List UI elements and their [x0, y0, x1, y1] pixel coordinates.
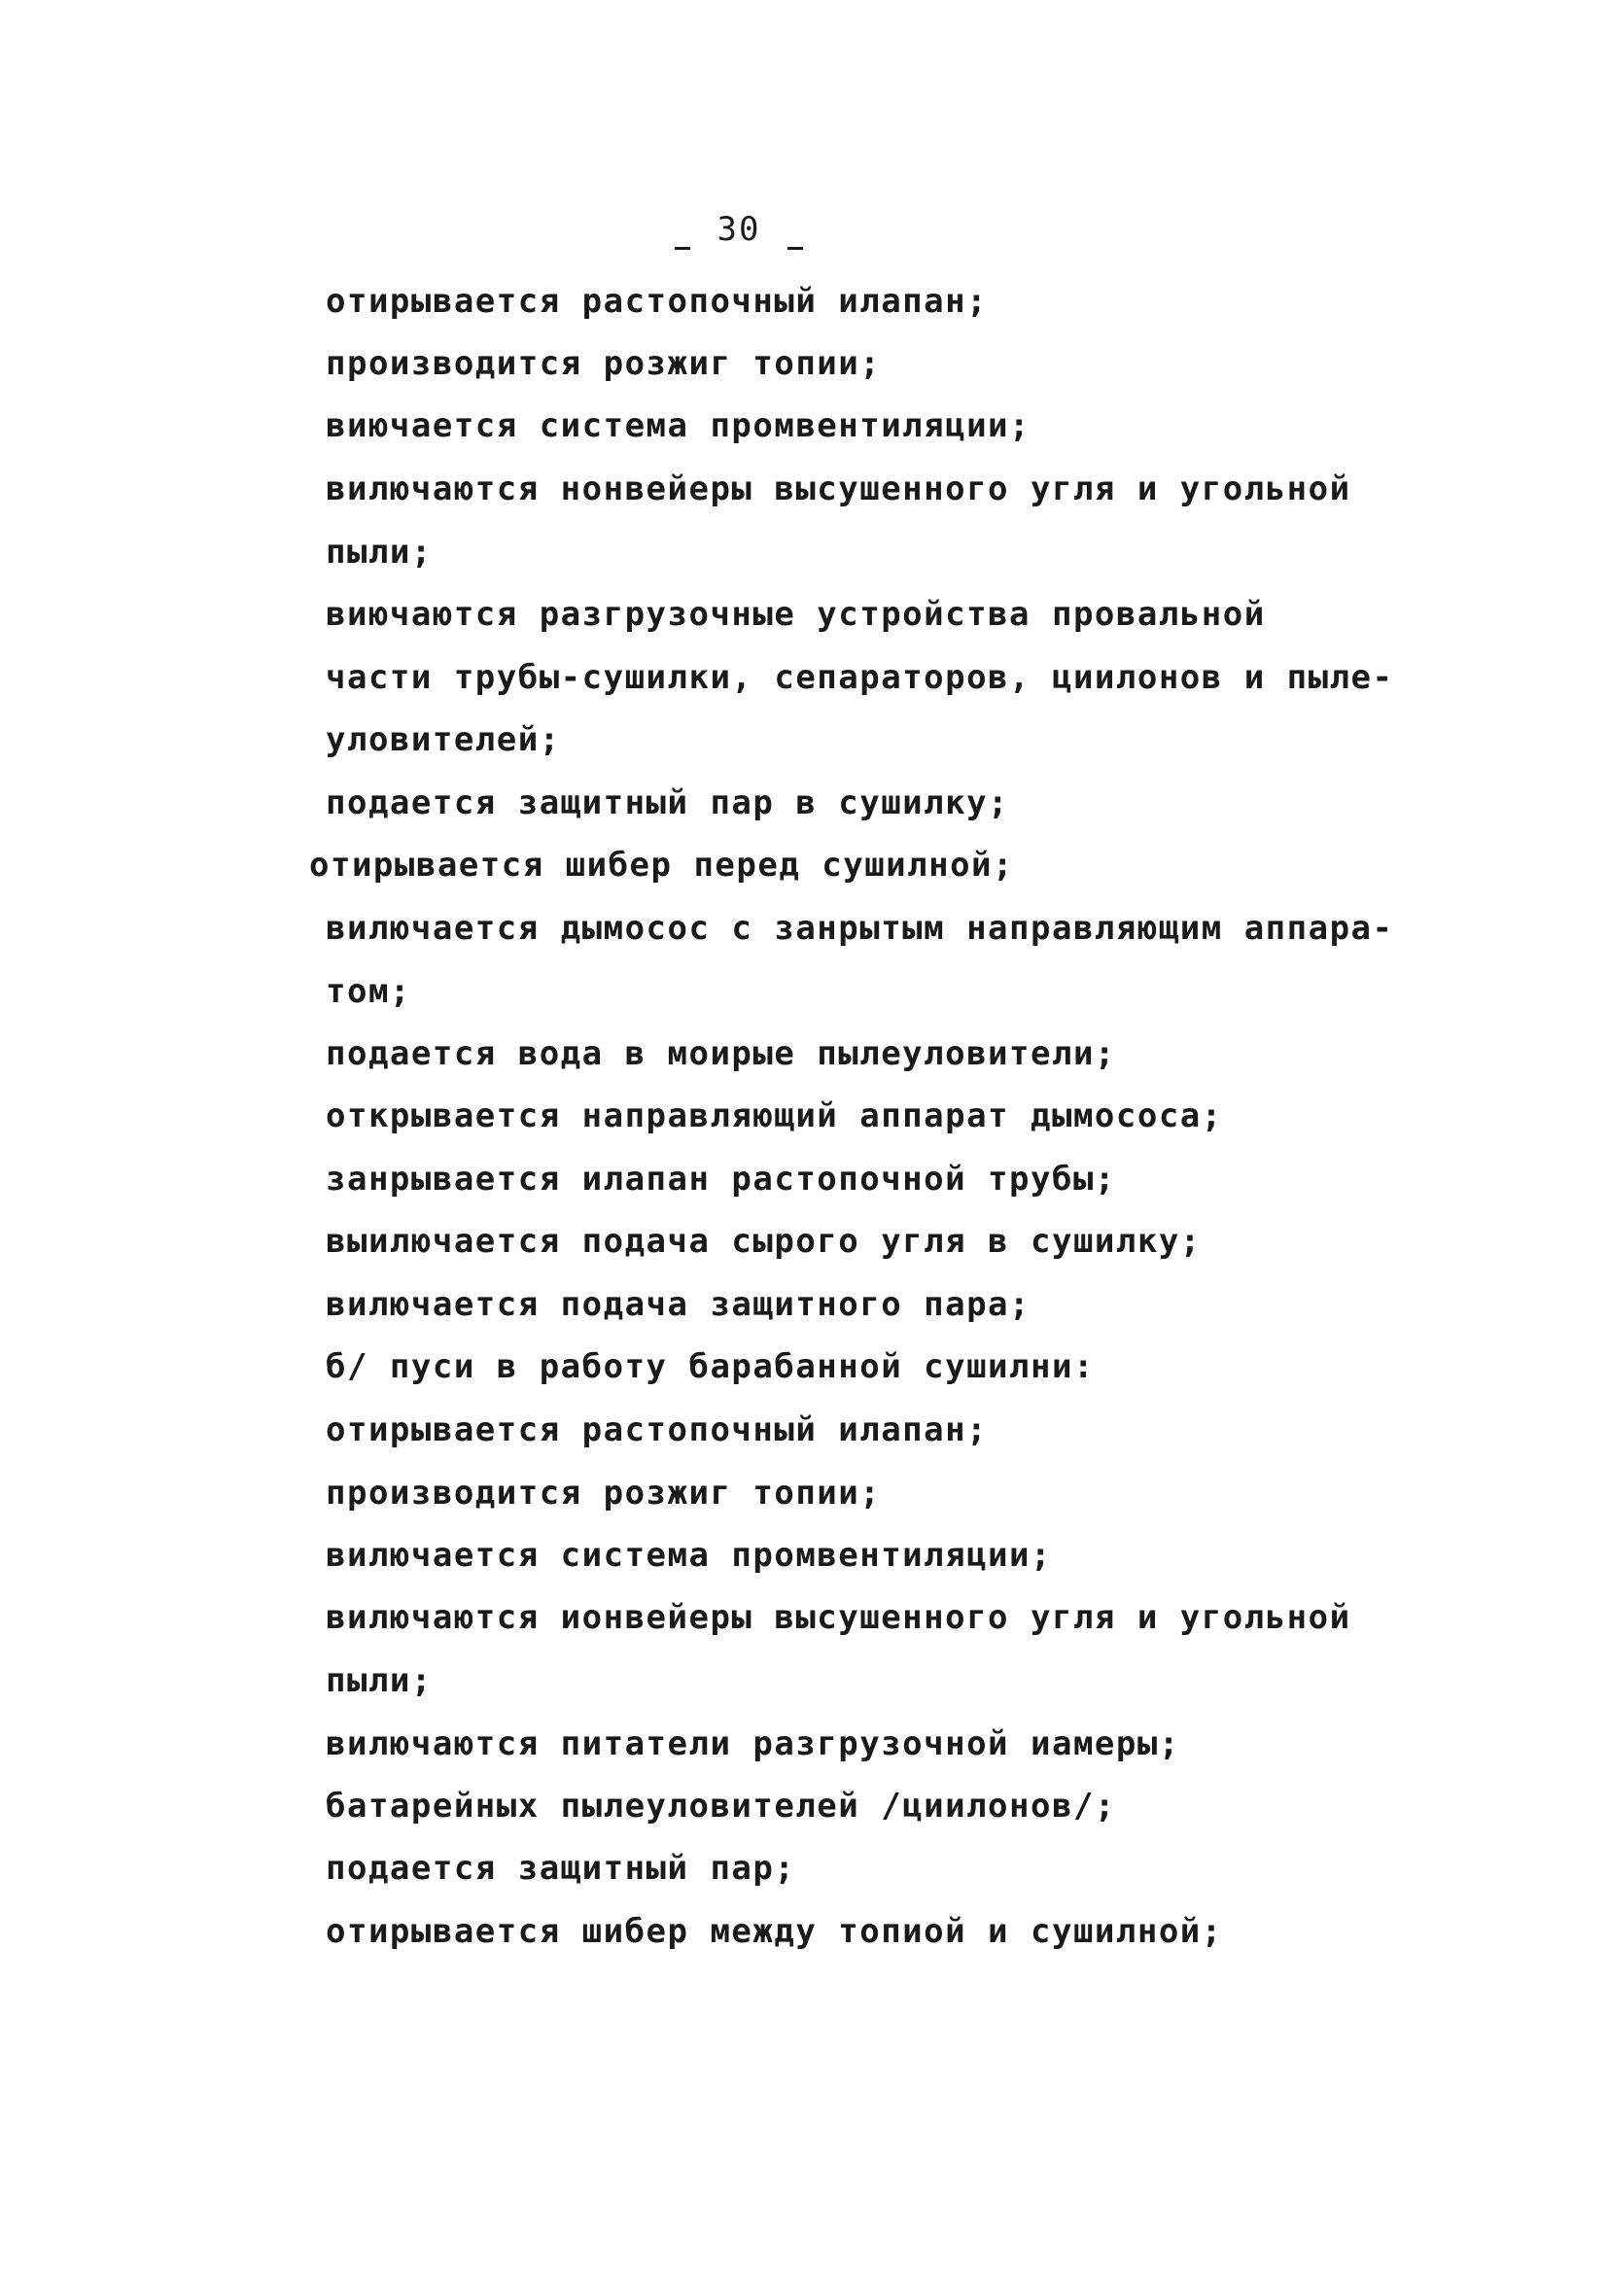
- text-line: виючается система промвентиляции;: [326, 406, 1031, 445]
- text-line: производится розжиг топии;: [326, 344, 882, 383]
- text-line: производится розжиг топии;: [326, 1474, 882, 1513]
- text-line: подается защитный пар;: [326, 1849, 796, 1888]
- text-line: подается защитный пар в сушилку;: [326, 783, 1010, 822]
- text-line: вилючается система промвентиляции;: [326, 1536, 1052, 1575]
- dash-right: [787, 247, 803, 250]
- text-line: выилючается подача сырого угля в сушилку;: [326, 1222, 1202, 1261]
- text-line: вилючается дымосос с занрытым направляющим аппара-: [326, 909, 1394, 948]
- text-line: открывается направляющий аппарат дымососа;: [326, 1096, 1223, 1135]
- text-line: уловителей;: [326, 720, 561, 759]
- text-line: отирывается растопочный илапан;: [326, 282, 989, 321]
- text-line: виючаются разгрузочные устройства провальной: [326, 595, 1266, 634]
- text-line: отирывается шибер между топиой и сушилной;: [326, 1912, 1223, 1951]
- text-line: пыли;: [326, 533, 433, 572]
- page-number-value: 30: [717, 210, 761, 249]
- text-line: том;: [326, 972, 411, 1011]
- page-number: [642, 210, 836, 250]
- text-line: части трубы-сушилки, сепараторов, циилонов и пыле-: [326, 658, 1394, 697]
- text-line: вилючаются нонвейеры высушенного угля и угольной: [326, 470, 1351, 508]
- text-line: вилючаются питатели разгрузочной иамеры;: [326, 1724, 1180, 1763]
- text-line: отирывается шибер перед сушилной;: [309, 846, 1015, 885]
- text-line: подается вода в моирые пылеуловители;: [326, 1034, 1116, 1073]
- text-line: б/ пуси в работу барабанной сушилни:: [326, 1347, 1095, 1386]
- text-line: батарейных пылеуловителей /циилонов/;: [326, 1787, 1116, 1826]
- text-line: отирывается растопочный илапан;: [326, 1410, 989, 1449]
- text-line: вилючаются ионвейеры высушенного угля и угольной: [326, 1598, 1351, 1637]
- text-line: вилючается подача защитного пара;: [326, 1285, 1031, 1324]
- text-line: занрывается илапан растопочной трубы;: [326, 1160, 1116, 1199]
- text-line: пыли;: [326, 1661, 433, 1700]
- dash-left: [675, 247, 690, 250]
